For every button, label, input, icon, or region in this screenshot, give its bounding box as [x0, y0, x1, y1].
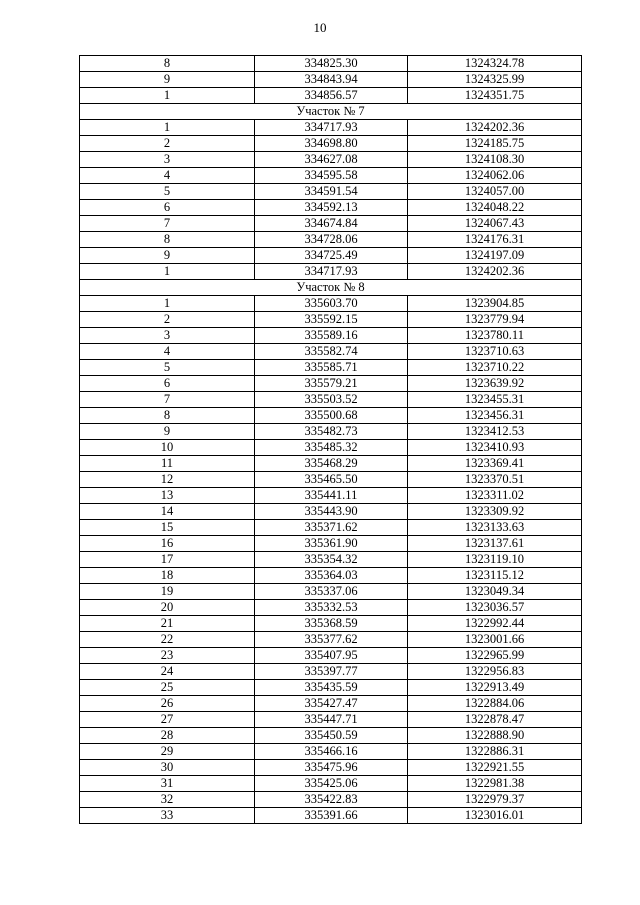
y-coordinate-cell: 1323137.61 [408, 536, 582, 552]
table-row [80, 536, 582, 552]
table-row [80, 376, 582, 392]
point-number-cell: 17 [80, 552, 255, 568]
x-coordinate-cell: 335592.15 [255, 312, 408, 328]
x-coordinate-cell: 335391.66 [255, 808, 408, 824]
x-coordinate-cell: 335603.70 [255, 296, 408, 312]
point-number-cell: 22 [80, 632, 255, 648]
point-number-cell: 4 [80, 168, 255, 184]
table-row [80, 552, 582, 568]
y-coordinate-cell: 1322921.55 [408, 760, 582, 776]
point-number-cell: 7 [80, 392, 255, 408]
y-coordinate-cell: 1324062.06 [408, 168, 582, 184]
x-coordinate-cell: 334717.93 [255, 120, 408, 136]
point-number-cell: 19 [80, 584, 255, 600]
y-coordinate-cell: 1322979.37 [408, 792, 582, 808]
y-coordinate-cell: 1323049.34 [408, 584, 582, 600]
x-coordinate-cell: 335585.71 [255, 360, 408, 376]
point-number-cell: 14 [80, 504, 255, 520]
y-coordinate-cell: 1323710.63 [408, 344, 582, 360]
point-number-cell: 9 [80, 248, 255, 264]
point-number-cell: 30 [80, 760, 255, 776]
point-number-cell: 29 [80, 744, 255, 760]
y-coordinate-cell: 1322884.06 [408, 696, 582, 712]
x-coordinate-cell: 335475.96 [255, 760, 408, 776]
y-coordinate-cell: 1324324.78 [408, 56, 582, 72]
point-number-cell: 9 [80, 424, 255, 440]
x-coordinate-cell: 334825.30 [255, 56, 408, 72]
x-coordinate-cell: 335377.62 [255, 632, 408, 648]
x-coordinate-cell: 334717.93 [255, 264, 408, 280]
y-coordinate-cell: 1324108.30 [408, 152, 582, 168]
point-number-cell: 4 [80, 344, 255, 360]
x-coordinate-cell: 335422.83 [255, 792, 408, 808]
y-coordinate-cell: 1322888.90 [408, 728, 582, 744]
y-coordinate-cell: 1323115.12 [408, 568, 582, 584]
y-coordinate-cell: 1323311.02 [408, 488, 582, 504]
x-coordinate-cell: 334674.84 [255, 216, 408, 232]
y-coordinate-cell: 1324185.75 [408, 136, 582, 152]
x-coordinate-cell: 334698.80 [255, 136, 408, 152]
y-coordinate-cell: 1323410.93 [408, 440, 582, 456]
point-number-cell: 28 [80, 728, 255, 744]
y-coordinate-cell: 1322992.44 [408, 616, 582, 632]
y-coordinate-cell: 1323036.57 [408, 600, 582, 616]
point-number-cell: 9 [80, 72, 255, 88]
x-coordinate-cell: 335485.32 [255, 440, 408, 456]
x-coordinate-cell: 334595.58 [255, 168, 408, 184]
y-coordinate-cell: 1324351.75 [408, 88, 582, 104]
table-row [80, 264, 582, 280]
y-coordinate-cell: 1323639.92 [408, 376, 582, 392]
x-coordinate-cell: 335500.68 [255, 408, 408, 424]
y-coordinate-cell: 1324202.36 [408, 120, 582, 136]
y-coordinate-cell: 1324197.09 [408, 248, 582, 264]
point-number-cell: 2 [80, 136, 255, 152]
y-coordinate-cell: 1324048.22 [408, 200, 582, 216]
point-number-cell: 7 [80, 216, 255, 232]
point-number-cell: 18 [80, 568, 255, 584]
y-coordinate-cell: 1323412.53 [408, 424, 582, 440]
y-coordinate-cell: 1322886.31 [408, 744, 582, 760]
y-coordinate-cell: 1323455.31 [408, 392, 582, 408]
table-row [80, 696, 582, 712]
table-row [80, 200, 582, 216]
table-row [80, 600, 582, 616]
point-number-cell: 1 [80, 120, 255, 136]
point-number-cell: 26 [80, 696, 255, 712]
table-row [80, 56, 582, 72]
x-coordinate-cell: 335482.73 [255, 424, 408, 440]
point-number-cell: 13 [80, 488, 255, 504]
point-number-cell: 8 [80, 56, 255, 72]
table-row [80, 808, 582, 824]
x-coordinate-cell: 335332.53 [255, 600, 408, 616]
point-number-cell: 8 [80, 408, 255, 424]
table-row [80, 408, 582, 424]
table-row [80, 776, 582, 792]
x-coordinate-cell: 335368.59 [255, 616, 408, 632]
coordinates-table [79, 55, 582, 824]
y-coordinate-cell: 1323119.10 [408, 552, 582, 568]
x-coordinate-cell: 335443.90 [255, 504, 408, 520]
point-number-cell: 5 [80, 184, 255, 200]
table-row [80, 712, 582, 728]
table-row [80, 616, 582, 632]
x-coordinate-cell: 334843.94 [255, 72, 408, 88]
x-coordinate-cell: 334856.57 [255, 88, 408, 104]
table-row [80, 632, 582, 648]
table-row [80, 744, 582, 760]
x-coordinate-cell: 335468.29 [255, 456, 408, 472]
y-coordinate-cell: 1323001.66 [408, 632, 582, 648]
point-number-cell: 31 [80, 776, 255, 792]
y-coordinate-cell: 1322878.47 [408, 712, 582, 728]
table-row [80, 728, 582, 744]
table-row [80, 184, 582, 200]
point-number-cell: 16 [80, 536, 255, 552]
section-title: Участок № 8 [80, 280, 582, 296]
table-row [80, 296, 582, 312]
x-coordinate-cell: 335364.03 [255, 568, 408, 584]
point-number-cell: 8 [80, 232, 255, 248]
y-coordinate-cell: 1323904.85 [408, 296, 582, 312]
x-coordinate-cell: 335579.21 [255, 376, 408, 392]
point-number-cell: 5 [80, 360, 255, 376]
point-number-cell: 1 [80, 88, 255, 104]
x-coordinate-cell: 335397.77 [255, 664, 408, 680]
table-row [80, 152, 582, 168]
table-row [80, 88, 582, 104]
x-coordinate-cell: 335337.06 [255, 584, 408, 600]
x-coordinate-cell: 335427.47 [255, 696, 408, 712]
point-number-cell: 23 [80, 648, 255, 664]
point-number-cell: 32 [80, 792, 255, 808]
point-number-cell: 11 [80, 456, 255, 472]
x-coordinate-cell: 335447.71 [255, 712, 408, 728]
y-coordinate-cell: 1323456.31 [408, 408, 582, 424]
table-row [80, 440, 582, 456]
table-row [80, 488, 582, 504]
page-number: 10 [313, 20, 327, 35]
point-number-cell: 20 [80, 600, 255, 616]
section-title: Участок № 7 [80, 104, 582, 120]
table-row [80, 760, 582, 776]
table-row [80, 792, 582, 808]
y-coordinate-cell: 1322965.99 [408, 648, 582, 664]
point-number-cell: 1 [80, 264, 255, 280]
point-number-cell: 1 [80, 296, 255, 312]
y-coordinate-cell: 1323309.92 [408, 504, 582, 520]
table-row [80, 328, 582, 344]
table-row [80, 136, 582, 152]
table-row [80, 392, 582, 408]
table-row [80, 168, 582, 184]
x-coordinate-cell: 335407.95 [255, 648, 408, 664]
point-number-cell: 21 [80, 616, 255, 632]
table-row [80, 360, 582, 376]
table-row [80, 424, 582, 440]
point-number-cell: 15 [80, 520, 255, 536]
y-coordinate-cell: 1322956.83 [408, 664, 582, 680]
x-coordinate-cell: 335361.90 [255, 536, 408, 552]
section-header-row [80, 104, 582, 120]
y-coordinate-cell: 1323369.41 [408, 456, 582, 472]
table-row [80, 248, 582, 264]
y-coordinate-cell: 1323370.51 [408, 472, 582, 488]
x-coordinate-cell: 335425.06 [255, 776, 408, 792]
x-coordinate-cell: 335441.11 [255, 488, 408, 504]
table-row [80, 344, 582, 360]
y-coordinate-cell: 1324325.99 [408, 72, 582, 88]
table-row [80, 520, 582, 536]
table-row [80, 312, 582, 328]
point-number-cell: 10 [80, 440, 255, 456]
y-coordinate-cell: 1323780.11 [408, 328, 582, 344]
table-row [80, 504, 582, 520]
table-row [80, 456, 582, 472]
table-row [80, 472, 582, 488]
x-coordinate-cell: 335450.59 [255, 728, 408, 744]
x-coordinate-cell: 334728.06 [255, 232, 408, 248]
y-coordinate-cell: 1322981.38 [408, 776, 582, 792]
y-coordinate-cell: 1324202.36 [408, 264, 582, 280]
y-coordinate-cell: 1323016.01 [408, 808, 582, 824]
table-row [80, 648, 582, 664]
y-coordinate-cell: 1324067.43 [408, 216, 582, 232]
y-coordinate-cell: 1324057.00 [408, 184, 582, 200]
x-coordinate-cell: 335354.32 [255, 552, 408, 568]
y-coordinate-cell: 1322913.49 [408, 680, 582, 696]
x-coordinate-cell: 335371.62 [255, 520, 408, 536]
table-row [80, 120, 582, 136]
x-coordinate-cell: 334592.13 [255, 200, 408, 216]
point-number-cell: 25 [80, 680, 255, 696]
x-coordinate-cell: 335466.16 [255, 744, 408, 760]
table-row [80, 216, 582, 232]
x-coordinate-cell: 335435.59 [255, 680, 408, 696]
x-coordinate-cell: 335465.50 [255, 472, 408, 488]
table-row [80, 680, 582, 696]
point-number-cell: 6 [80, 200, 255, 216]
y-coordinate-cell: 1323133.63 [408, 520, 582, 536]
y-coordinate-cell: 1324176.31 [408, 232, 582, 248]
x-coordinate-cell: 335582.74 [255, 344, 408, 360]
x-coordinate-cell: 335503.52 [255, 392, 408, 408]
table-row [80, 664, 582, 680]
coordinates-table-body [80, 56, 582, 824]
point-number-cell: 2 [80, 312, 255, 328]
x-coordinate-cell: 334591.54 [255, 184, 408, 200]
table-row [80, 232, 582, 248]
table-row [80, 568, 582, 584]
point-number-cell: 33 [80, 808, 255, 824]
y-coordinate-cell: 1323779.94 [408, 312, 582, 328]
section-header-row [80, 280, 582, 296]
x-coordinate-cell: 334627.08 [255, 152, 408, 168]
point-number-cell: 3 [80, 152, 255, 168]
point-number-cell: 24 [80, 664, 255, 680]
x-coordinate-cell: 334725.49 [255, 248, 408, 264]
table-row [80, 72, 582, 88]
point-number-cell: 3 [80, 328, 255, 344]
table-row [80, 584, 582, 600]
point-number-cell: 6 [80, 376, 255, 392]
point-number-cell: 27 [80, 712, 255, 728]
point-number-cell: 12 [80, 472, 255, 488]
x-coordinate-cell: 335589.16 [255, 328, 408, 344]
y-coordinate-cell: 1323710.22 [408, 360, 582, 376]
